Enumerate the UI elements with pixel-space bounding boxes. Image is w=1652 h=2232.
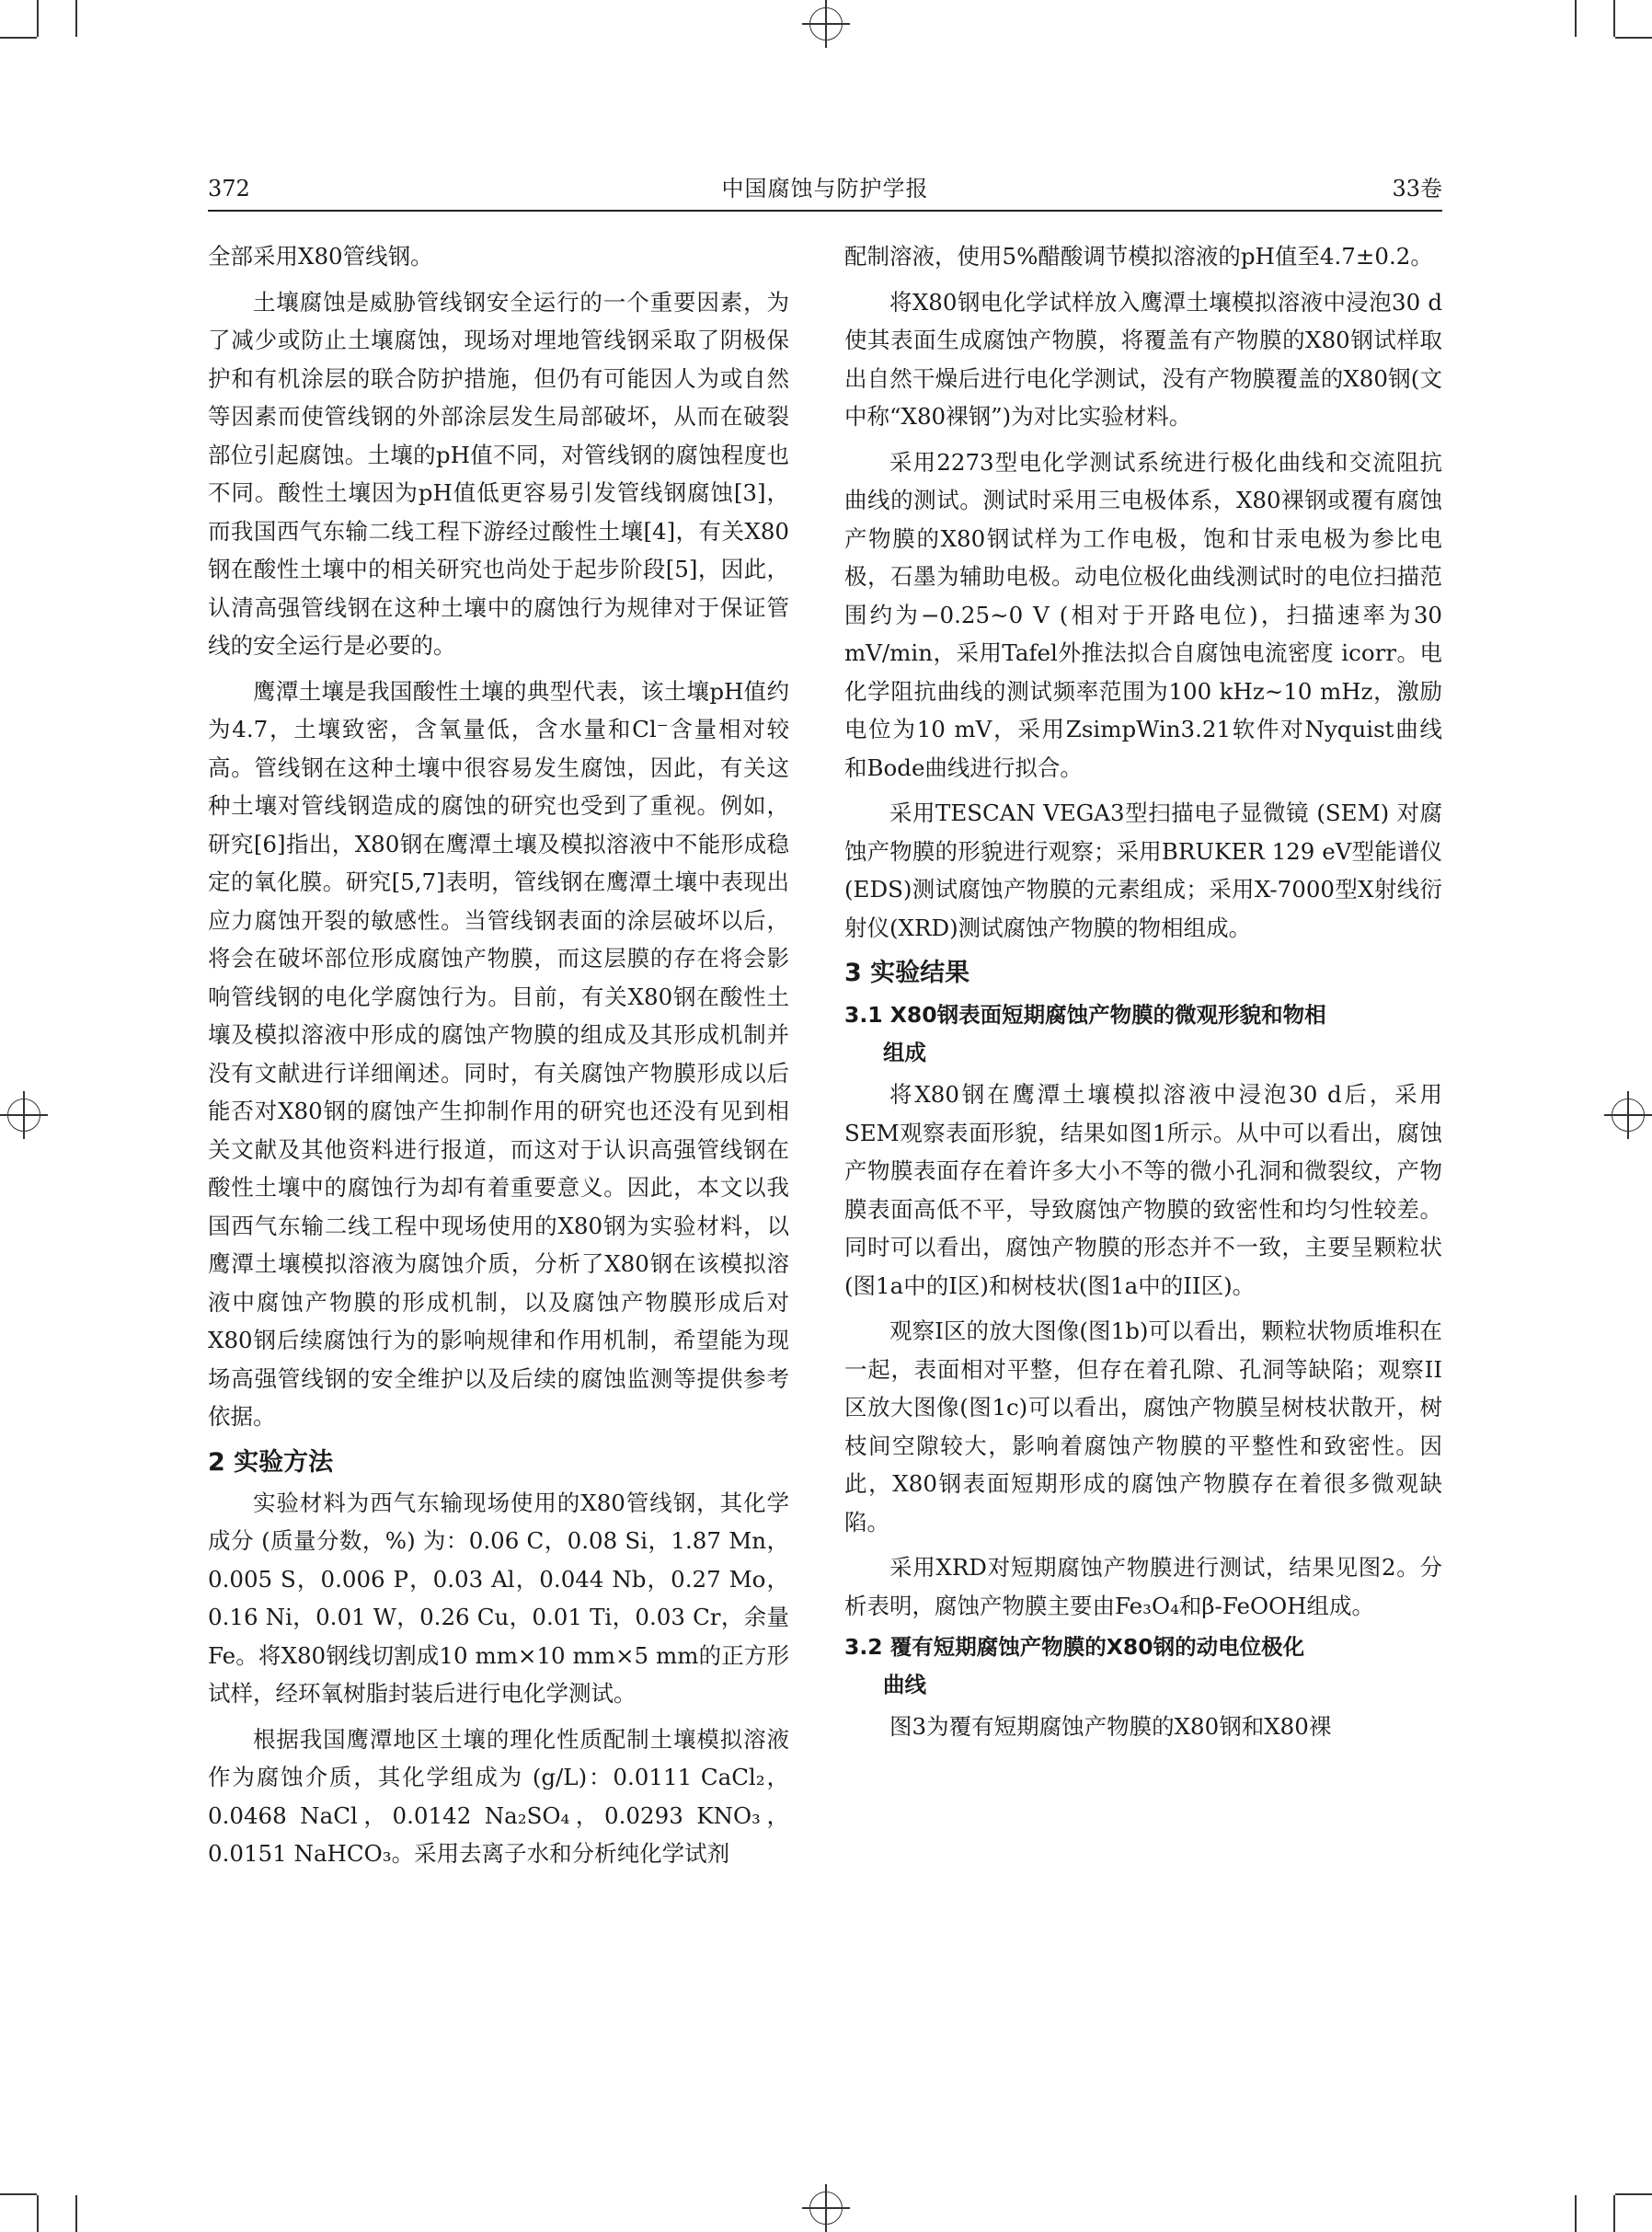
journal-title: 中国腐蚀与防护学报 bbox=[721, 176, 929, 201]
paragraph: 将X80钢电化学试样放入鹰潭土壤模拟溶液中浸泡30 d使其表面生成腐蚀产物膜，将覆盖有产物膜的X80钢试样取出自然干燥后进行电化学测试，没有产物膜覆盖的X80钢(文中称“X80裸钢”)为对比实验材料。 bbox=[844, 288, 1442, 430]
section-heading: 3 实验结果 bbox=[844, 959, 970, 987]
page-number: 372 bbox=[208, 176, 250, 201]
volume-label: 33卷 bbox=[1392, 176, 1442, 201]
paragraph: 将X80钢在鹰潭土壤模拟溶液中浸泡30 d后，采用SEM观察表面形貌，结果如图1所示。从中可以看出，腐蚀产物膜表面存在着许多大小不等的微小孔洞和微裂纹，产物膜表面高低不平，导致腐蚀产物膜的致密性和均匀性较差。同时可以看出，腐蚀产物膜的形态并不一致，主要呈颗粒状(图1a中的I区)和树枝状(图1a中的II区)。 bbox=[844, 1081, 1442, 1299]
paragraph: 鹰潭土壤是我国酸性土壤的典型代表，该土壤pH值约为4.7，土壤致密，含氧量低，含水量和Cl⁻含量相对较高。管线钢在这种土壤中很容易发生腐蚀，因此，有关这种土壤对管线钢造成的腐蚀的研究也受到了重视。例如，研究[6]指出，X80钢在鹰潭土壤及模拟溶液中不能形成稳定的氧化膜。研究[5,7]表明，管线钢在鹰潭土壤中表现出应力腐蚀开裂的敏感性。当管线钢表面的涂层破坏以后，将会在破坏部位形成腐蚀产物膜，而这层膜的存在将会影响管线钢的电化学腐蚀行为。目前，有关X80钢在酸性土壤及模拟溶液中形成的腐蚀产物膜的组成及其形成机制并没有文献进行详细阐述。同时，有关腐蚀产物膜形成以后能否对X80钢的腐蚀产生抑制作用的研究也还没有见到相关文献及其他资料进行报道，而这对于认识高强管线钢在酸性土壤中的腐蚀行为却有着重要意义。因此，本文以我国西气东输二线工程中现场使用的X80钢为实验材料，以鹰潭土壤模拟溶液为腐蚀介质，分析了X80钢在该模拟溶液中腐蚀产物膜的形成机制，以及腐蚀产物膜形成后对X80钢后续腐蚀行为的影响规律和作用机制，希望能为现场高强管线钢的安全维护以及后续的腐蚀监测等提供参考依据。 bbox=[208, 677, 789, 1430]
paragraph: 图3为覆有短期腐蚀产物膜的X80钢和X80裸 bbox=[889, 1713, 1332, 1740]
subsection-heading bbox=[844, 1628, 1442, 1704]
crop-mark bbox=[1575, 2195, 1577, 2232]
crop-mark bbox=[1615, 2193, 1652, 2195]
crop-mark bbox=[1613, 0, 1615, 37]
registration-mark-top bbox=[802, 0, 850, 48]
crop-mark bbox=[37, 0, 39, 37]
right-column bbox=[844, 237, 1442, 1746]
running-head bbox=[208, 173, 1442, 206]
paragraph: 实验材料为西气东输现场使用的X80管线钢，其化学成分 (质量分数，%) 为：0.06 C，0.08 Si，1.87 Mn，0.005 S，0.006 P，0.03 Al，0.044 Nb，0.27 Mo，0.16 Ni，0.01 W，0.26 Cu，0.01 Ti，0.03 Cr，余量 Fe。将X80钢线切割成10 mm×10 mm×5 mm的正方形试样，经环氧树脂封装后进行电化学测试。 bbox=[208, 1489, 789, 1707]
paragraph: 配制溶液，使用5%醋酸调节模拟溶液的pH值至4.7±0.2。 bbox=[844, 243, 1433, 270]
crop-mark bbox=[75, 2195, 77, 2232]
paragraph: 采用XRD对短期腐蚀产物膜进行测试，结果见图2。分析表明，腐蚀产物膜主要由Fe₃O₄和β-FeOOH组成。 bbox=[844, 1554, 1442, 1619]
left-column bbox=[208, 237, 789, 1873]
registration-mark-left bbox=[0, 1091, 48, 1139]
paragraph: 观察I区的放大图像(图1b)可以看出，颗粒状物质堆积在一起，表面相对平整，但存在着孔隙、孔洞等缺陷；观察II区放大图像(图1c)可以看出，腐蚀产物膜呈树枝状散开，树枝间空隙较大，影响着腐蚀产物膜的平整性和致密性。因此，X80钢表面短期形成的腐蚀产物膜存在着很多微观缺陷。 bbox=[844, 1317, 1442, 1536]
crop-mark bbox=[1615, 37, 1652, 39]
paragraph: 土壤腐蚀是威胁管线钢安全运行的一个重要因素，为了减少或防止土壤腐蚀，现场对埋地管线钢采取了阴极保护和有机涂层的联合防护措施，但仍有可能因人为或自然等因素而使管线钢的外部涂层发生局部破坏，从而在破裂部位引起腐蚀。土壤的pH值不同，对管线钢的腐蚀程度也不同。酸性土壤因为pH值低更容易引发管线钢腐蚀[3]，而我国西气东输二线工程下游经过酸性土壤[4]，有关X80钢在酸性土壤中的相关研究也尚处于起步阶段[5]，因此，认清高强管线钢在这种土壤中的腐蚀行为规律对于保证管线的安全运行是必要的。 bbox=[208, 288, 789, 659]
crop-mark bbox=[1575, 0, 1577, 37]
registration-mark-bottom bbox=[802, 2184, 850, 2232]
subsection-heading-line: 曲线 bbox=[883, 1672, 926, 1697]
crop-mark bbox=[75, 0, 77, 37]
crop-mark bbox=[1613, 2195, 1615, 2232]
header-rule bbox=[208, 210, 1442, 212]
paragraph: 采用TESCAN VEGA3型扫描电子显微镜 (SEM) 对腐蚀产物膜的形貌进行观察；采用BRUKER 129 eV型能谱仪(EDS)测试腐蚀产物膜的元素组成；采用X-7000型X射线衍射仪(XRD)测试腐蚀产物膜的物相组成。 bbox=[844, 800, 1442, 941]
paragraph: 全部采用X80管线钢。 bbox=[208, 243, 433, 270]
section-heading: 2 实验方法 bbox=[208, 1447, 334, 1477]
paragraph: 采用2273型电化学测试系统进行极化曲线和交流阻抗曲线的测试。测试时采用三电极体系，X80裸钢或覆有腐蚀产物膜的X80钢试样为工作电极，饱和甘汞电极为参比电极，石墨为辅助电极。动电位极化曲线测试时的电位扫描范围约为−0.25~0 V (相对于开路电位)，扫描速率为30 mV/min，采用Tafel外推法拟合自腐蚀电流密度 icorr。电化学阻抗曲线的测试频率范围为100 kHz~10 mHz，激励电位为10 mV，采用ZsimpWin3.21软件对Nyquist曲线和Bode曲线进行拟合。 bbox=[844, 448, 1442, 781]
subsection-heading bbox=[844, 996, 1442, 1072]
registration-mark-right bbox=[1604, 1091, 1652, 1139]
paragraph: 根据我国鹰潭地区土壤的理化性质配制土壤模拟溶液作为腐蚀介质，其化学组成为 (g/L)：0.0111 CaCl₂，0.0468 NaCl，0.0142 Na₂SO₄，0.0293 KNO₃，0.0151 NaHCO₃。采用去离子水和分析纯化学试剂 bbox=[208, 1725, 789, 1867]
crop-mark bbox=[37, 2195, 39, 2232]
subsection-heading-line: 3.2 覆有短期腐蚀产物膜的X80钢的动电位极化 bbox=[844, 1634, 1305, 1660]
crop-mark bbox=[0, 2193, 37, 2195]
subsection-heading-line: 3.1 X80钢表面短期腐蚀产物膜的微观形貌和物相 bbox=[844, 1002, 1326, 1028]
subsection-heading-line: 组成 bbox=[883, 1040, 926, 1065]
crop-mark bbox=[0, 37, 37, 39]
